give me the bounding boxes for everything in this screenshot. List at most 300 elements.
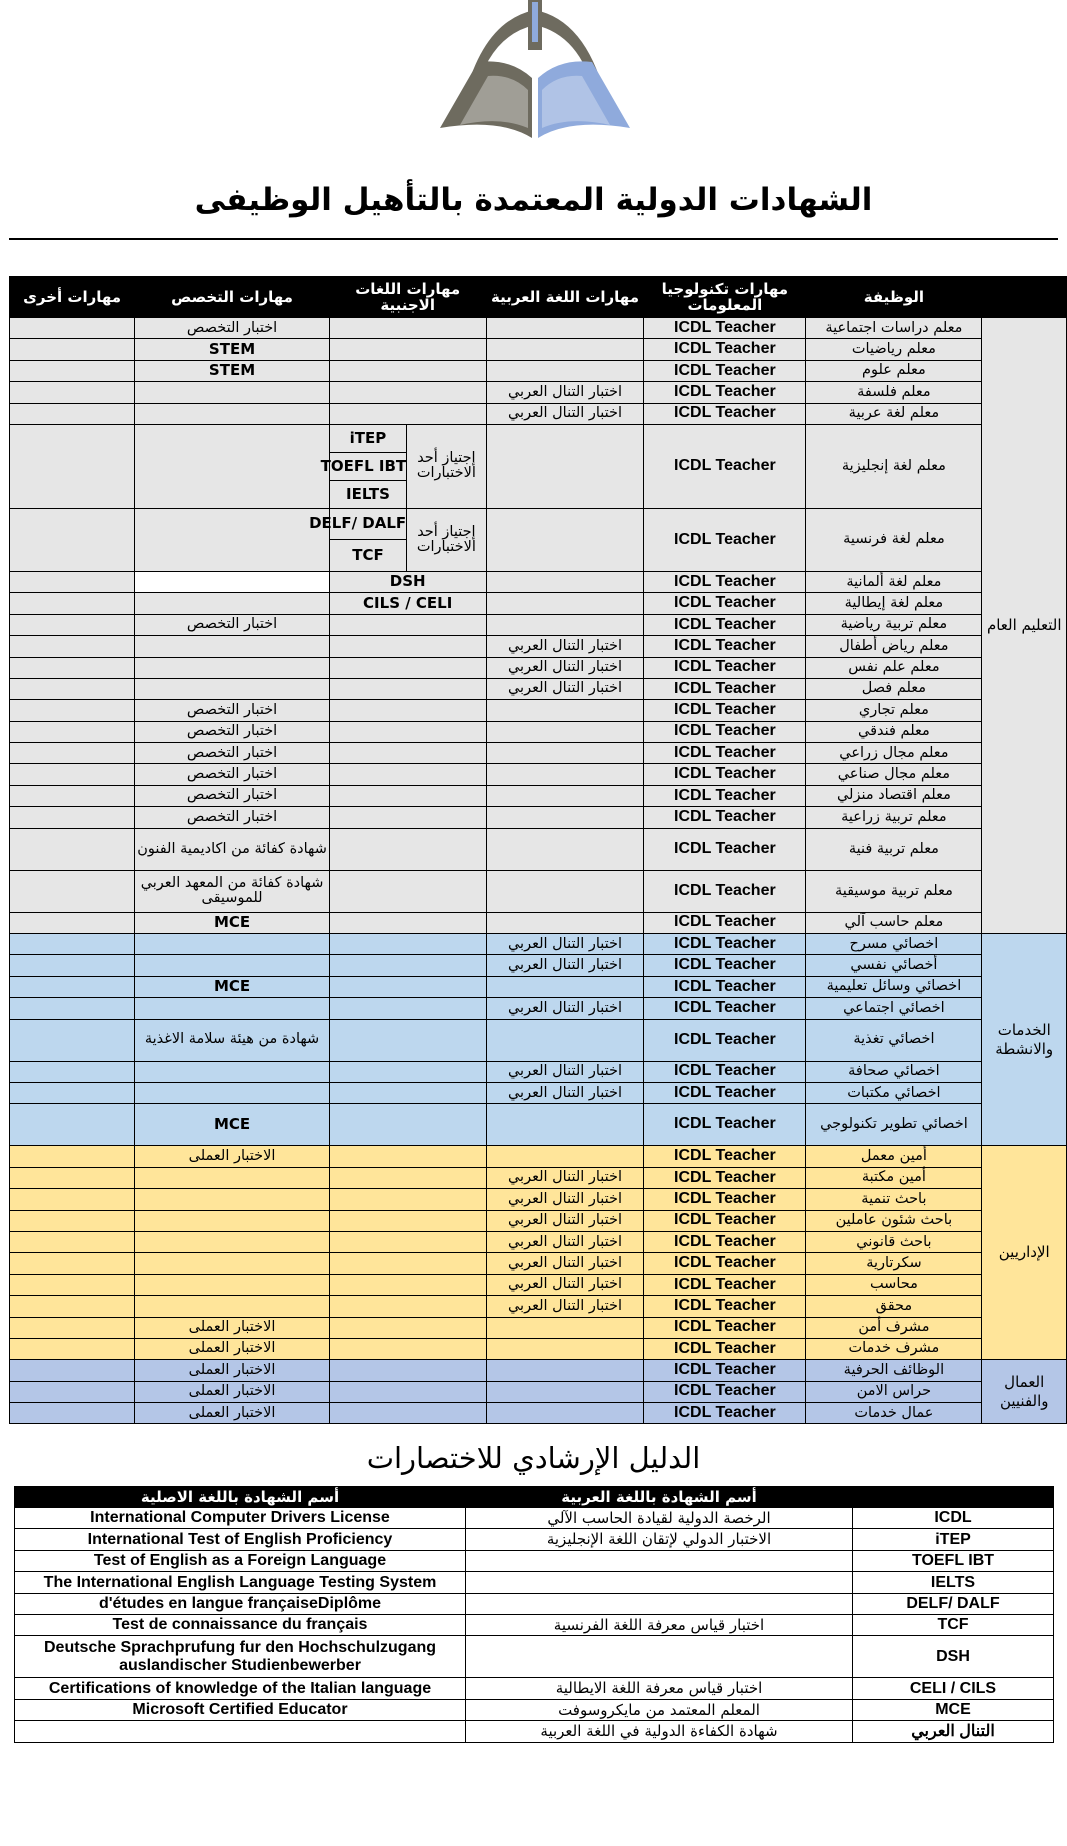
guide-row [15,1572,1054,1593]
foreign-skill-cell [329,955,486,976]
foreign-skill-cell [329,614,486,635]
guide-arabic-name-cell: الرخصة الدولية لقيادة الحاسب الآلي [466,1508,853,1529]
it-skill-cell: ICDL Teacher [644,571,806,592]
table-row [10,1317,1067,1338]
it-skill-cell: ICDL Teacher [644,508,806,571]
specialty-skill-cell: STEM [135,339,329,360]
specialty-skill-cell: الاختبار العملى [135,1146,329,1167]
it-skill-cell: ICDL Teacher [644,424,806,508]
other-skill-cell [10,764,135,785]
foreign-skill-cell [329,657,486,678]
other-skill-cell [10,1210,135,1231]
it-skill-cell: ICDL Teacher [644,934,806,955]
foreign-skill-cell [329,743,486,764]
job-cell: معلم مجال صناعي [806,764,982,785]
specialty-skill-cell [135,998,329,1019]
foreign-skill-cell [329,339,486,360]
book-logo-icon [430,0,640,150]
job-cell: معلم تربية موسيقية [806,870,982,912]
job-cell: معلم تجاري [806,700,982,721]
job-cell: معلم تربية فنية [806,828,982,870]
job-cell: اخصائي مكتبات [806,1082,982,1103]
table-row [10,764,1067,785]
job-cell: معلم حاسب آلي [806,912,982,933]
job-cell: مشرف خدمات [806,1338,982,1359]
header-specialty-skills: مهارات التخصص [135,277,329,318]
table-row [10,424,1067,452]
job-cell: معلم تربية زراعية [806,807,982,828]
specialty-skill-cell [135,424,329,508]
it-skill-cell: ICDL Teacher [644,1253,806,1274]
table-row [10,657,1067,678]
job-cell: باحث قانوني [806,1231,982,1252]
job-cell: حراس الامن [806,1381,982,1402]
foreign-skill-cell [329,870,486,912]
arabic-skill-cell: اختبار التنال العربي [486,1253,644,1274]
other-skill-cell [10,678,135,699]
it-skill-cell: ICDL Teacher [644,764,806,785]
arabic-skill-cell [486,339,644,360]
job-cell: معلم لغة إيطالية [806,593,982,614]
arabic-skill-cell: اختبار التنال العربي [486,1274,644,1295]
foreign-skill-cell [329,785,486,806]
foreign-skill-cell [329,382,486,403]
other-skill-cell [10,1231,135,1252]
job-cell: أمين مكتبة [806,1167,982,1188]
arabic-skill-cell [486,743,644,764]
job-cell: باحث شئون عاملين [806,1210,982,1231]
table-row [10,614,1067,635]
specialty-skill-cell [135,571,329,592]
foreign-skill-cell [329,1019,486,1061]
specialty-skill-cell: الاختبار العملى [135,1403,329,1424]
foreign-skill-cell: CILS / CELI [329,593,486,614]
header-foreign-skills: مهارات اللغات الاجنبية [329,277,486,318]
specialty-skill-cell [135,1210,329,1231]
specialty-skill-cell: MCE [135,1104,329,1146]
specialty-skill-cell [135,636,329,657]
it-skill-cell: ICDL Teacher [644,657,806,678]
it-skill-cell: ICDL Teacher [644,382,806,403]
foreign-skill-cell [329,403,486,424]
job-cell: أخصائي نفسي [806,955,982,976]
category-cell: التعليم العام [982,318,1067,934]
other-skill-cell [10,657,135,678]
other-skill-cell [10,1317,135,1338]
guide-original-name-cell [15,1721,466,1742]
table-row [10,1231,1067,1252]
it-skill-cell: ICDL Teacher [644,1210,806,1231]
guide-abbr-cell: IELTS [853,1572,1054,1593]
other-skill-cell [10,1381,135,1402]
abbreviations-table [14,1486,1054,1743]
table-row [10,1210,1067,1231]
specialty-skill-cell: اختبار التخصص [135,764,329,785]
arabic-skill-cell: اختبار التنال العربي [486,1061,644,1082]
other-skill-cell [10,339,135,360]
arabic-skill-cell: اختبار التنال العربي [486,403,644,424]
it-skill-cell: ICDL Teacher [644,1296,806,1317]
specialty-skill-cell [135,403,329,424]
arabic-skill-cell [486,721,644,742]
other-skill-cell [10,614,135,635]
table-row [10,508,1067,540]
it-skill-cell: ICDL Teacher [644,721,806,742]
other-skill-cell [10,636,135,657]
guide-row [15,1699,1054,1720]
other-skill-cell [10,1274,135,1295]
arabic-skill-cell [486,1403,644,1424]
specialty-skill-cell: MCE [135,976,329,997]
guide-arabic-name-cell: المعلم المعتمد من مايكروسوفت [466,1699,853,1720]
category-cell: العمال والفنيين [982,1360,1067,1424]
table-row [10,403,1067,424]
guide-original-name-cell: The International English Language Testing System [15,1572,466,1593]
other-skill-cell [10,1019,135,1061]
guide-arabic-name-cell: اختبار قياس معرفة اللغة الفرنسية [466,1614,853,1635]
specialty-skill-cell: اختبار التخصص [135,318,329,339]
job-cell: اخصائي مسرح [806,934,982,955]
job-cell: سكرتارية [806,1253,982,1274]
it-skill-cell: ICDL Teacher [644,1360,806,1381]
guide-original-name-cell: Test of English as a Foreign Language [15,1550,466,1571]
other-skill-cell [10,424,135,508]
guide-abbr-cell: CELI / CILS [853,1678,1054,1699]
arabic-skill-cell: اختبار التنال العربي [486,1296,644,1317]
guide-arabic-name-cell: الاختبار الدولي لإتقان اللغة الإنجليزية [466,1529,853,1550]
guide-original-name-cell: International Test of English Proficiency [15,1529,466,1550]
arabic-skill-cell: اختبار التنال العربي [486,1167,644,1188]
it-skill-cell: ICDL Teacher [644,678,806,699]
table-row [10,743,1067,764]
header-it-skills: مهارات تكنولوجيا المعلومات [644,277,806,318]
arabic-skill-cell [486,870,644,912]
table-row [10,1019,1067,1061]
table-row [10,1061,1067,1082]
guide-abbr-cell: التنال العربي [853,1721,1054,1742]
foreign-skill-cell [329,360,486,381]
specialty-skill-cell [135,508,329,571]
job-cell: معلم رياضيات [806,339,982,360]
other-skill-cell [10,1104,135,1146]
table-row [10,636,1067,657]
table-row [10,976,1067,997]
guide-arabic-name-cell: اختبار قياس معرفة اللغة الايطالية [466,1678,853,1699]
specialty-skill-cell [135,1189,329,1210]
arabic-skill-cell [486,1381,644,1402]
job-cell: معلم لغة إنجليزية [806,424,982,508]
arabic-skill-cell [486,764,644,785]
guide-original-name-cell: d'études en langue françaiseDiplôme [15,1593,466,1614]
foreign-skill-cell: DSH [329,571,486,592]
table-row [10,785,1067,806]
foreign-skill-cell [329,318,486,339]
table-row [10,678,1067,699]
job-cell: اخصائي وسائل تعليمية [806,976,982,997]
foreign-skill-cell [329,1104,486,1146]
table-row [10,721,1067,742]
it-skill-cell: ICDL Teacher [644,593,806,614]
foreign-skill-cell [329,1381,486,1402]
it-skill-cell: ICDL Teacher [644,785,806,806]
guide-header-abbr [853,1487,1054,1508]
other-skill-cell [10,571,135,592]
job-cell: أمين معمل [806,1146,982,1167]
guide-original-name-cell: Microsoft Certified Educator [15,1699,466,1720]
arabic-skill-cell: اختبار التنال العربي [486,636,644,657]
table-row [10,593,1067,614]
it-skill-cell: ICDL Teacher [644,636,806,657]
other-skill-cell [10,934,135,955]
job-cell: عمال خدمات [806,1403,982,1424]
specialty-skill-cell [135,1082,329,1103]
it-skill-cell: ICDL Teacher [644,1231,806,1252]
it-skill-cell: ICDL Teacher [644,1061,806,1082]
guide-abbr-cell: TOEFL IBT [853,1550,1054,1571]
other-skill-cell [10,1061,135,1082]
foreign-skill-cell [329,636,486,657]
table-row [10,1104,1067,1146]
arabic-skill-cell [486,785,644,806]
job-cell: اخصائي اجتماعي [806,998,982,1019]
job-cell: اخصائي صحافة [806,1061,982,1082]
table-row [10,339,1067,360]
it-skill-cell: ICDL Teacher [644,976,806,997]
other-skill-cell [10,1146,135,1167]
table-row [10,1360,1067,1381]
other-skill-cell [10,785,135,806]
specialty-skill-cell: الاختبار العملى [135,1338,329,1359]
foreign-note-cell: إجتياز أحد الاختبارات [407,424,486,508]
job-cell: معلم رياض أطفال [806,636,982,657]
it-skill-cell: ICDL Teacher [644,1274,806,1295]
foreign-skill-cell [329,1061,486,1082]
job-cell: معلم لغة عربية [806,403,982,424]
arabic-skill-cell [486,508,644,571]
guide-arabic-name-cell: شهادة الكفاءة الدولية في اللغة العربية [466,1721,853,1742]
arabic-skill-cell: اختبار التنال العربي [486,1082,644,1103]
foreign-skill-cell [329,998,486,1019]
other-skill-cell [10,593,135,614]
it-skill-cell: ICDL Teacher [644,1189,806,1210]
foreign-note-cell: إجتياز أحد الاختبارات [407,508,486,571]
other-skill-cell [10,1360,135,1381]
arabic-skill-cell: اختبار التنال العربي [486,934,644,955]
foreign-skill-cell [329,1338,486,1359]
it-skill-cell: ICDL Teacher [644,743,806,764]
arabic-skill-cell [486,1338,644,1359]
other-skill-cell [10,955,135,976]
it-skill-cell: ICDL Teacher [644,1317,806,1338]
job-cell: محقق [806,1296,982,1317]
specialty-skill-cell [135,1296,329,1317]
job-cell: الوظائف الحرفية [806,1360,982,1381]
other-skill-cell [10,1338,135,1359]
foreign-skill-cell [329,912,486,933]
other-skill-cell [10,998,135,1019]
it-skill-cell: ICDL Teacher [644,807,806,828]
guide-row [15,1508,1054,1529]
it-skill-cell: ICDL Teacher [644,828,806,870]
job-cell: معلم دراسات اجتماعية [806,318,982,339]
other-skill-cell [10,912,135,933]
specialty-skill-cell [135,1274,329,1295]
arabic-skill-cell [486,1104,644,1146]
specialty-skill-cell: STEM [135,360,329,381]
guide-header-row [15,1487,1054,1508]
table-row [10,828,1067,870]
table-row [10,1167,1067,1188]
it-skill-cell: ICDL Teacher [644,1019,806,1061]
other-skill-cell [10,976,135,997]
table-row [10,1338,1067,1359]
it-skill-cell: ICDL Teacher [644,1082,806,1103]
job-cell: معلم علوم [806,360,982,381]
arabic-skill-cell: اختبار التنال العربي [486,1210,644,1231]
table-row [10,1189,1067,1210]
it-skill-cell: ICDL Teacher [644,870,806,912]
arabic-skill-cell [486,1317,644,1338]
other-skill-cell [10,828,135,870]
it-skill-cell: ICDL Teacher [644,1381,806,1402]
guide-row [15,1636,1054,1678]
category-cell: الخدمات والانشطة [982,934,1067,1146]
guide-header-original-name: أسم الشهادة باللغة الاصلية [15,1487,466,1508]
specialty-skill-cell: اختبار التخصص [135,614,329,635]
it-skill-cell: ICDL Teacher [644,360,806,381]
arabic-skill-cell: اختبار التنال العربي [486,1231,644,1252]
table-row [10,870,1067,912]
specialty-skill-cell: اختبار التخصص [135,700,329,721]
guide-header-arabic-name: أسم الشهادة باللغة العربية [466,1487,853,1508]
header-other-skills: مهارات أخرى [10,277,135,318]
foreign-test-cell: TOEFL IBT [329,452,406,480]
it-skill-cell: ICDL Teacher [644,1403,806,1424]
guide-abbr-cell: DSH [853,1636,1054,1678]
foreign-skill-cell [329,828,486,870]
header-arabic-skills: مهارات اللغة العربية [486,277,644,318]
arabic-skill-cell [486,700,644,721]
other-skill-cell [10,807,135,828]
other-skill-cell [10,700,135,721]
specialty-skill-cell [135,1061,329,1082]
it-skill-cell: ICDL Teacher [644,1104,806,1146]
arabic-skill-cell [486,828,644,870]
guide-row [15,1614,1054,1635]
title-divider [9,238,1058,240]
specialty-skill-cell: MCE [135,912,329,933]
arabic-skill-cell: اختبار التنال العربي [486,1189,644,1210]
specialty-skill-cell: اختبار التخصص [135,743,329,764]
other-skill-cell [10,870,135,912]
certificates-table [9,276,1067,1424]
table-row [10,1296,1067,1317]
arabic-skill-cell [486,1019,644,1061]
it-skill-cell: ICDL Teacher [644,614,806,635]
other-skill-cell [10,1296,135,1317]
foreign-skill-cell [329,1317,486,1338]
guide-arabic-name-cell [466,1593,853,1614]
guide-arabic-name-cell [466,1636,853,1678]
specialty-skill-cell [135,657,329,678]
other-skill-cell [10,403,135,424]
arabic-skill-cell: اختبار التنال العربي [486,657,644,678]
table-row [10,934,1067,955]
it-skill-cell: ICDL Teacher [644,1338,806,1359]
job-cell: معلم اقتصاد منزلي [806,785,982,806]
foreign-skill-cell [329,678,486,699]
header-job: الوظيفة [806,277,982,318]
it-skill-cell: ICDL Teacher [644,1167,806,1188]
guide-original-name-cell: Certifications of knowledge of the Italian language [15,1678,466,1699]
foreign-skill-cell [329,934,486,955]
guide-row [15,1678,1054,1699]
other-skill-cell [10,1253,135,1274]
header-category [982,277,1067,318]
table-row [10,955,1067,976]
arabic-skill-cell [486,614,644,635]
specialty-skill-cell [135,593,329,614]
foreign-test-cell: iTEP [329,424,406,452]
foreign-skill-cell [329,807,486,828]
other-skill-cell [10,382,135,403]
other-skill-cell [10,360,135,381]
table-row [10,1082,1067,1103]
other-skill-cell [10,508,135,571]
guide-row [15,1721,1054,1742]
other-skill-cell [10,1189,135,1210]
table-header-row [10,277,1067,318]
arabic-skill-cell [486,318,644,339]
foreign-skill-cell [329,721,486,742]
table-row [10,1253,1067,1274]
job-cell: معلم مجال زراعي [806,743,982,764]
guide-abbr-cell: MCE [853,1699,1054,1720]
guide-original-name-cell: International Computer Drivers License [15,1508,466,1529]
specialty-skill-cell: شهادة كفائة من اكاديمية الفنون [135,828,329,870]
foreign-skill-cell [329,1189,486,1210]
job-cell: معلم لغة فرنسية [806,508,982,571]
specialty-skill-cell: الاختبار العملى [135,1317,329,1338]
table-row [10,912,1067,933]
arabic-skill-cell [486,424,644,508]
table-row [10,1381,1067,1402]
arabic-skill-cell [486,571,644,592]
specialty-skill-cell: اختبار التخصص [135,721,329,742]
specialty-skill-cell [135,955,329,976]
table-row [10,998,1067,1019]
foreign-skill-cell [329,1403,486,1424]
specialty-skill-cell [135,1167,329,1188]
foreign-skill-cell [329,700,486,721]
specialty-skill-cell: الاختبار العملى [135,1360,329,1381]
arabic-skill-cell [486,1360,644,1381]
table-row [10,1146,1067,1167]
guide-abbr-cell: iTEP [853,1529,1054,1550]
table-row [10,382,1067,403]
it-skill-cell: ICDL Teacher [644,998,806,1019]
specialty-skill-cell [135,382,329,403]
foreign-test-cell: DELF/ DALF [329,508,406,540]
arabic-skill-cell: اختبار التنال العربي [486,382,644,403]
foreign-skill-cell [329,764,486,785]
table-row [10,1403,1067,1424]
foreign-skill-cell [329,1210,486,1231]
job-cell: معلم علم نفس [806,657,982,678]
arabic-skill-cell: اختبار التنال العربي [486,678,644,699]
table-row [10,700,1067,721]
foreign-skill-cell [329,1082,486,1103]
